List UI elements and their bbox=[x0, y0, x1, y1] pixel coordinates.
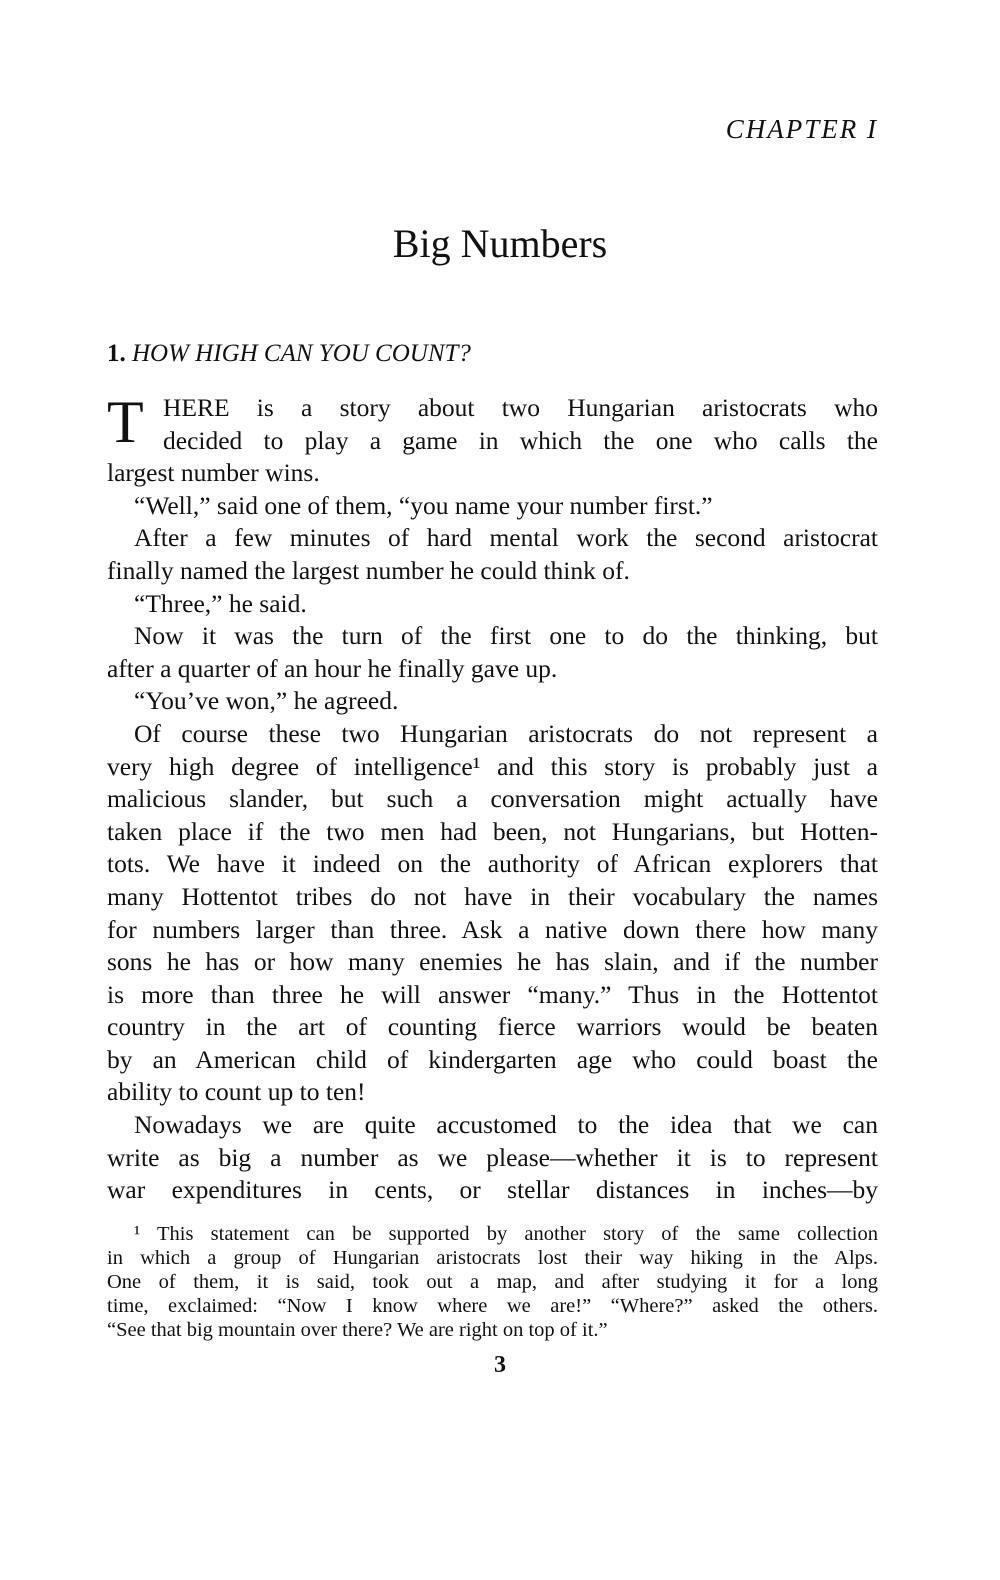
text-line: by an American child of kindergarten age who could boast the bbox=[107, 1044, 878, 1074]
page-number: 3 bbox=[494, 1352, 506, 1378]
text-line: after a quarter of an hour he finally gave up. bbox=[107, 653, 558, 683]
footnote-line: in which a group of Hungarian aristocrats lost their way hiking in the Alps. bbox=[107, 1247, 878, 1269]
text-line: Nowadays we are quite accustomed to the idea that we can bbox=[134, 1110, 878, 1140]
text-line: largest number wins. bbox=[107, 458, 320, 488]
text-line: malicious slander, but such a conversation might actually have bbox=[107, 784, 878, 814]
footnote-line: ¹ This statement can be supported by another story of the same collection bbox=[134, 1223, 878, 1245]
text-line: Of course these two Hungarian aristocrats do not represent a bbox=[134, 718, 878, 748]
body-text bbox=[107, 389, 878, 1207]
text-line: taken place if the two men had been, not Hungarians, but Hotten- bbox=[107, 816, 878, 846]
text-line: is more than three he will answer “many.” Thus in the Hottentot bbox=[107, 979, 878, 1009]
footnote-line: One of them, it is said, took out a map, and after studying it for a long bbox=[107, 1271, 878, 1293]
text-line: war expenditures in cents, or stellar distances in inches—by bbox=[107, 1175, 878, 1205]
section-number: 1. bbox=[107, 340, 126, 367]
text-line: decided to play a game in which the one who calls the bbox=[163, 425, 878, 455]
section-title: HOW HIGH CAN YOU COUNT? bbox=[132, 340, 471, 367]
text-line: write as big a number as we please—whether it is to represent bbox=[107, 1142, 878, 1172]
chapter-label: CHAPTER I bbox=[725, 114, 878, 144]
text-line: tots. We have it indeed on the authority of African explorers that bbox=[107, 849, 878, 879]
text-line: for numbers larger than three. Ask a native down there how many bbox=[107, 914, 878, 944]
footnote-line: time, exclaimed: “Now I know where we are!” “Where?” asked the others. bbox=[107, 1295, 878, 1317]
text-line: ability to count up to ten! bbox=[107, 1077, 366, 1107]
text-line: sons he has or how many enemies he has slain, and if the number bbox=[107, 947, 878, 977]
text-line: “You’ve won,” he agreed. bbox=[134, 686, 399, 716]
text-line: Now it was the turn of the first one to do the thinking, but bbox=[134, 621, 878, 651]
text-line: “Three,” he said. bbox=[134, 588, 307, 618]
text-line: “Well,” said one of them, “you name your number first.” bbox=[134, 490, 713, 520]
text-line: very high degree of intelligence¹ and this story is probably just a bbox=[107, 751, 878, 781]
chapter-title: Big Numbers bbox=[392, 221, 608, 266]
text-line: many Hottentot tribes do not have in their vocabulary the names bbox=[107, 881, 878, 911]
drop-cap: T bbox=[107, 389, 144, 455]
text-line: finally named the largest number he could think of. bbox=[107, 555, 630, 585]
section-heading bbox=[107, 340, 471, 368]
footnote-line: “See that big mountain over there? We are right on top of it.” bbox=[107, 1319, 608, 1341]
text-line: HERE is a story about two Hungarian aristocrats who bbox=[163, 393, 878, 422]
text-line: After a few minutes of hard mental work the second aristocrat bbox=[134, 523, 878, 553]
footnote bbox=[107, 1222, 878, 1342]
text-line: country in the art of counting fierce warriors would be beaten bbox=[107, 1012, 878, 1042]
